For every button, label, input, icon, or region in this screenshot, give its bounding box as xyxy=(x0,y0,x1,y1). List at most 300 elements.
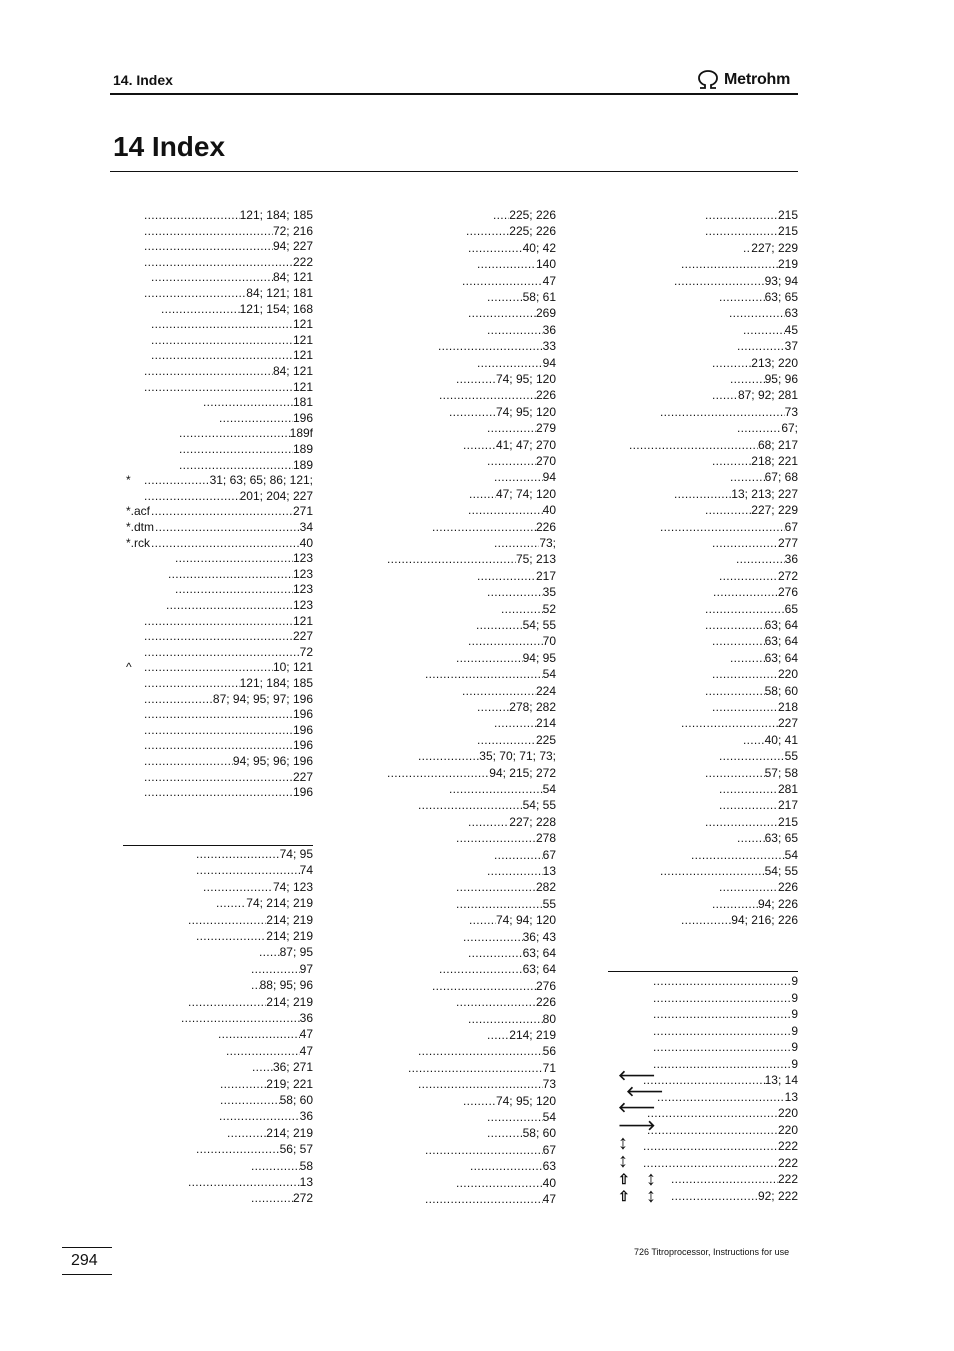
index-entry xyxy=(178,441,313,457)
leader-dots xyxy=(216,895,246,911)
index-entry xyxy=(486,420,556,436)
leader-dots xyxy=(425,666,543,682)
leader-dots xyxy=(144,207,240,223)
index-term: * xyxy=(126,473,131,488)
index-entry xyxy=(187,912,313,928)
leader-dots xyxy=(660,863,765,879)
index-pages: 13 xyxy=(784,1089,798,1104)
index-entry xyxy=(143,488,313,504)
index-entry xyxy=(219,1092,313,1108)
index-entry xyxy=(690,847,798,863)
index-entry xyxy=(218,1108,313,1124)
index-pages: 189 xyxy=(292,457,313,472)
leader-dots xyxy=(468,1011,543,1027)
leader-dots xyxy=(144,675,240,691)
leader-dots xyxy=(643,1155,778,1171)
index-entry xyxy=(407,1060,556,1076)
leader-dots xyxy=(144,753,233,769)
index-pages: 84; 121; 181 xyxy=(246,286,313,300)
leader-dots xyxy=(712,633,765,649)
index-pages: 9 xyxy=(791,990,798,1005)
index-pages: 10; 121 xyxy=(272,660,313,675)
leader-dots xyxy=(705,601,785,617)
index-entry xyxy=(646,1105,798,1121)
leader-dots xyxy=(493,207,509,223)
index-pages: 35; 70; 71; 73; xyxy=(479,749,556,764)
index-entry xyxy=(711,699,798,715)
index-pages: 72; 216 xyxy=(272,223,313,238)
index-pages: 121 xyxy=(292,379,313,394)
index-pages: 56 xyxy=(542,1044,556,1059)
index-entry xyxy=(461,273,556,289)
leader-dots xyxy=(743,732,765,748)
index-pages: 121 xyxy=(292,332,313,347)
leader-dots xyxy=(712,387,738,403)
index-pages: 47 xyxy=(542,273,556,288)
index-entry xyxy=(143,753,313,769)
arrow-updown-icon: ↕ xyxy=(618,1132,628,1154)
index-pages: 9 xyxy=(791,1056,798,1071)
index-entry xyxy=(143,363,313,379)
index-entry xyxy=(180,1010,313,1026)
leader-dots xyxy=(151,347,293,363)
leader-dots xyxy=(705,814,778,830)
leader-dots xyxy=(218,1026,300,1042)
leader-dots xyxy=(188,912,266,928)
index-pages: 9 xyxy=(791,1007,798,1021)
leader-dots xyxy=(161,301,240,317)
leader-dots xyxy=(681,256,778,272)
index-entry xyxy=(126,535,313,551)
leader-dots xyxy=(144,737,293,753)
leader-dots xyxy=(730,469,765,485)
index-pages: 215 xyxy=(777,208,798,222)
leader-dots xyxy=(729,305,785,321)
index-entry xyxy=(143,254,313,270)
header-section-label: 14. Index xyxy=(113,72,173,88)
leader-dots xyxy=(188,994,266,1010)
leader-dots xyxy=(151,503,293,519)
index-entry xyxy=(258,944,313,960)
leader-dots xyxy=(425,1191,543,1207)
leader-dots xyxy=(487,863,543,879)
index-entry xyxy=(652,1023,798,1039)
index-pages: 47 xyxy=(299,1043,313,1058)
leader-dots xyxy=(188,1174,300,1190)
index-entry xyxy=(704,207,798,223)
index-entry xyxy=(225,1043,313,1059)
index-entry xyxy=(628,437,798,453)
index-entry xyxy=(475,617,556,633)
index-entry xyxy=(424,666,556,682)
leader-dots xyxy=(151,535,300,551)
leader-dots xyxy=(647,1122,778,1138)
index-entry xyxy=(143,207,313,223)
index-entry xyxy=(215,895,313,911)
index-entry xyxy=(143,285,313,301)
index-entry xyxy=(642,1138,798,1154)
index-pages: 225; 226 xyxy=(509,224,556,239)
leader-dots xyxy=(657,1089,785,1105)
index-pages: 67; xyxy=(781,421,798,436)
index-pages: 67 xyxy=(542,1142,556,1157)
index-pages: 224 xyxy=(535,683,556,698)
shift-icon: ⇧ xyxy=(618,1188,630,1204)
index-pages: 201; 204; 227 xyxy=(239,488,313,503)
footer-page-number: 294 xyxy=(71,1252,98,1269)
index-entry xyxy=(187,994,313,1010)
index-pages: 67; 68 xyxy=(764,470,798,485)
index-entry xyxy=(486,1109,556,1125)
index-entry xyxy=(250,977,313,993)
index-entry xyxy=(174,581,313,597)
arrow-left-icon: 🡐 xyxy=(626,1083,664,1099)
index-entry xyxy=(448,404,556,420)
index-entry xyxy=(424,1142,556,1158)
leader-dots xyxy=(144,363,273,379)
index-entry xyxy=(493,535,556,551)
metrohm-logo xyxy=(696,68,800,92)
index-pages: 54 xyxy=(784,847,798,862)
index-pages: 87; 92; 281 xyxy=(737,388,798,403)
index-entry xyxy=(150,269,313,285)
index-entry xyxy=(417,1076,556,1092)
leader-dots xyxy=(494,535,539,551)
leader-dots xyxy=(418,748,479,764)
index-entry xyxy=(167,566,313,582)
index-pages: 36 xyxy=(542,322,556,337)
leader-dots xyxy=(653,1006,791,1022)
index-pages: 54; 55 xyxy=(522,618,556,632)
page-title: 14 Index xyxy=(113,131,226,162)
index-pages: 215 xyxy=(777,224,798,239)
index-entry xyxy=(729,650,798,666)
leader-dots xyxy=(647,1105,778,1121)
index-entry xyxy=(742,322,798,338)
index-pages: 13; 213; 227 xyxy=(731,486,798,501)
leader-dots xyxy=(681,912,731,928)
index-pages: 47 xyxy=(542,1192,556,1206)
index-pages: 40 xyxy=(299,535,313,550)
index-pages: 189f xyxy=(289,426,313,441)
index-pages: 217 xyxy=(777,798,798,813)
leader-dots xyxy=(179,457,293,473)
leader-dots xyxy=(730,650,765,666)
index-entry xyxy=(465,223,556,239)
leader-dots xyxy=(151,269,273,285)
leader-dots xyxy=(219,410,293,426)
leader-dots xyxy=(456,1175,543,1191)
index-pages: 227 xyxy=(292,769,313,784)
leader-dots xyxy=(456,371,496,387)
index-entry xyxy=(219,1076,313,1092)
index-pages: 97 xyxy=(299,961,313,976)
index-entry xyxy=(736,420,798,436)
index-entry xyxy=(250,1158,313,1174)
leader-dots xyxy=(259,944,280,960)
leader-dots xyxy=(432,978,536,994)
index-pages: 13 xyxy=(299,1175,313,1189)
leader-dots xyxy=(144,223,273,239)
index-entry xyxy=(417,1043,556,1059)
leader-dots xyxy=(468,633,543,649)
arrow-updown-icon: ↕ xyxy=(618,1150,628,1172)
index-pages: 214 xyxy=(535,716,556,731)
leader-dots xyxy=(439,961,523,977)
leader-dots xyxy=(449,781,543,797)
index-pages: 94 xyxy=(542,470,556,485)
index-pages: 219 xyxy=(777,257,798,272)
leader-dots xyxy=(712,535,778,551)
index-pages: 84; 121 xyxy=(272,270,313,285)
index-pages: 35 xyxy=(542,585,556,600)
index-term: *.rck xyxy=(126,535,150,550)
index-entry xyxy=(704,683,798,699)
index-entry xyxy=(187,1174,313,1190)
index-pages: 54 xyxy=(542,782,556,796)
leader-dots xyxy=(712,666,778,682)
index-pages: 58; 61 xyxy=(522,290,556,304)
index-pages: 36 xyxy=(784,552,798,567)
leader-dots xyxy=(144,379,293,395)
index-pages: 95; 96 xyxy=(764,372,798,386)
index-pages: 123 xyxy=(292,566,313,581)
leader-dots xyxy=(456,830,536,846)
index-pages: 71 xyxy=(542,1060,556,1075)
index-pages: 9 xyxy=(791,974,798,988)
index-entry xyxy=(468,912,556,928)
index-pages: 121; 154; 168 xyxy=(239,301,313,316)
index-pages: 74; 123 xyxy=(272,879,313,894)
index-entry xyxy=(417,748,556,764)
index-entry xyxy=(195,1141,313,1157)
index-pages: 40 xyxy=(542,1175,556,1190)
index-pages: 140 xyxy=(535,257,556,272)
index-pages: 278 xyxy=(535,831,556,846)
index-pages: 222 xyxy=(777,1139,798,1153)
index-term: ^ xyxy=(126,660,132,675)
index-pages: 94; 216; 226 xyxy=(731,913,798,928)
leader-dots xyxy=(719,879,778,895)
index-pages: 34 xyxy=(299,520,313,534)
index-entry xyxy=(386,551,556,567)
index-entry xyxy=(718,568,798,584)
index-entry xyxy=(424,1191,556,1207)
index-pages: 220 xyxy=(777,1106,798,1120)
leader-dots xyxy=(179,425,290,441)
leader-dots xyxy=(144,769,293,785)
index-pages: 222 xyxy=(777,1155,798,1170)
index-entry xyxy=(250,961,313,977)
index-pages: 63; 64 xyxy=(764,650,798,665)
leader-dots xyxy=(671,1188,758,1204)
leader-dots xyxy=(468,945,523,961)
index-entry xyxy=(711,453,798,469)
leader-dots xyxy=(144,691,213,707)
index-pages: 272 xyxy=(777,568,798,583)
index-pages: 94; 226 xyxy=(757,896,798,911)
index-pages: 36 xyxy=(299,1011,313,1025)
footer-rule-bottom xyxy=(62,1274,112,1275)
leader-dots xyxy=(219,1108,300,1124)
leader-dots xyxy=(487,1125,523,1141)
leader-dots xyxy=(144,644,300,660)
index-entry xyxy=(467,814,556,830)
index-pages: 272 xyxy=(292,1191,313,1206)
leader-dots xyxy=(144,488,240,504)
index-entry xyxy=(680,912,798,928)
index-pages: 276 xyxy=(777,585,798,600)
index-entry xyxy=(455,994,556,1010)
index-pages: 279 xyxy=(535,421,556,436)
arrow-updown-icon: ↕ xyxy=(646,1168,656,1190)
index-pages: 52 xyxy=(542,601,556,616)
leader-dots xyxy=(468,502,543,518)
index-pages: 63 xyxy=(542,1159,556,1174)
index-pages: 227; 228 xyxy=(509,814,556,829)
index-entry xyxy=(673,486,798,502)
index-pages: 222 xyxy=(292,254,313,269)
leader-dots xyxy=(674,486,731,502)
index-entry xyxy=(673,273,798,289)
index-entry xyxy=(143,238,313,254)
leader-dots xyxy=(425,1142,543,1158)
index-pages: 121 xyxy=(292,317,313,332)
index-pages: 40; 42 xyxy=(522,240,556,255)
index-entry xyxy=(736,830,798,846)
index-pages: 63; 64 xyxy=(522,962,556,977)
index-entry xyxy=(218,410,313,426)
index-entry xyxy=(493,847,556,863)
index-pages: 57; 58 xyxy=(764,765,798,780)
index-pages: 36; 271 xyxy=(272,1060,313,1075)
index-pages: 121; 184; 185 xyxy=(239,208,313,222)
leader-dots xyxy=(653,1039,791,1055)
index-pages: 63; 65 xyxy=(764,831,798,846)
leader-dots xyxy=(712,896,758,912)
leader-dots xyxy=(203,879,273,895)
leader-dots xyxy=(220,1076,266,1092)
index-pages: 269 xyxy=(535,306,556,321)
index-pages: 218; 221 xyxy=(751,454,798,468)
index-pages: 215 xyxy=(777,814,798,829)
index-pages: 222 xyxy=(777,1172,798,1186)
index-pages: 196 xyxy=(292,707,313,722)
leader-dots xyxy=(660,519,785,535)
index-entry xyxy=(438,387,556,403)
leader-dots xyxy=(470,1158,543,1174)
leader-dots xyxy=(477,568,536,584)
leader-dots xyxy=(705,502,751,518)
index-entry xyxy=(202,879,313,895)
index-pages: 226 xyxy=(535,388,556,403)
leader-dots xyxy=(477,256,536,272)
index-entry xyxy=(656,1089,798,1105)
index-pages: 73 xyxy=(784,404,798,419)
leader-dots xyxy=(151,332,293,348)
shift-icon: ⇧ xyxy=(618,1171,630,1187)
leader-dots xyxy=(743,322,785,338)
index-term: *.acf xyxy=(126,504,151,519)
index-pages: 87; 94; 95; 97; 196 xyxy=(212,691,313,706)
leader-dots xyxy=(144,706,293,722)
index-pages: 227; 229 xyxy=(751,503,798,518)
leader-dots xyxy=(456,650,523,666)
leader-dots xyxy=(487,1109,543,1125)
index-pages: 87; 95 xyxy=(279,945,313,960)
leader-dots xyxy=(468,814,509,830)
index-entry xyxy=(455,650,556,666)
index-pages: 74; 95; 120 xyxy=(495,404,556,419)
index-pages: 225; 226 xyxy=(509,208,556,222)
leader-dots xyxy=(476,617,523,633)
index-entry xyxy=(455,896,556,912)
leader-dots xyxy=(468,305,536,321)
index-pages: 220 xyxy=(777,667,798,682)
index-entry xyxy=(476,699,556,715)
leader-dots xyxy=(705,223,778,239)
index-pages: 63; 64 xyxy=(764,618,798,632)
leader-dots xyxy=(487,584,543,600)
index-entry xyxy=(486,453,556,469)
index-pages: 220 xyxy=(777,1122,798,1137)
index-entry xyxy=(659,519,798,535)
index-pages: 84; 121 xyxy=(272,364,313,378)
leader-dots xyxy=(438,338,543,354)
index-entry xyxy=(143,379,313,395)
leader-dots xyxy=(456,879,536,895)
leader-dots xyxy=(203,394,293,410)
leader-dots xyxy=(691,847,785,863)
leader-dots xyxy=(418,1043,543,1059)
index-entry xyxy=(646,1122,798,1138)
index-entry xyxy=(711,896,798,912)
leader-dots xyxy=(681,715,778,731)
leader-dots xyxy=(477,355,543,371)
index-entry xyxy=(467,240,556,256)
leader-dots xyxy=(487,453,536,469)
index-entry xyxy=(659,863,798,879)
index-entry xyxy=(202,394,313,410)
index-entry xyxy=(143,722,313,738)
index-pages: 94 xyxy=(542,355,556,370)
index-entry xyxy=(729,469,798,485)
index-pages: 36 xyxy=(299,1109,313,1124)
index-pages: 54; 55 xyxy=(522,798,556,813)
leader-dots xyxy=(494,715,536,731)
index-pages: 67 xyxy=(542,847,556,862)
index-pages: 58; 60 xyxy=(522,1126,556,1141)
index-pages: 121 xyxy=(292,348,313,363)
index-entry xyxy=(659,404,798,420)
index-pages: 65 xyxy=(784,601,798,616)
leader-dots xyxy=(501,601,543,617)
index-entry xyxy=(718,289,798,305)
index-entry xyxy=(742,240,798,256)
index-pages: 74; 214; 219 xyxy=(246,896,313,911)
index-pages: 54; 55 xyxy=(764,864,798,878)
arrow-updown-icon: ↕ xyxy=(646,1185,656,1207)
leader-dots xyxy=(719,748,785,764)
index-pages: 74; 95; 120 xyxy=(495,372,556,386)
index-entry xyxy=(711,633,798,649)
index-entry xyxy=(728,305,798,321)
index-pages: 196 xyxy=(292,410,313,425)
index-entry xyxy=(704,814,798,830)
leader-dots xyxy=(227,1125,266,1141)
index-pages: 123 xyxy=(292,582,313,597)
index-entry xyxy=(431,519,556,535)
